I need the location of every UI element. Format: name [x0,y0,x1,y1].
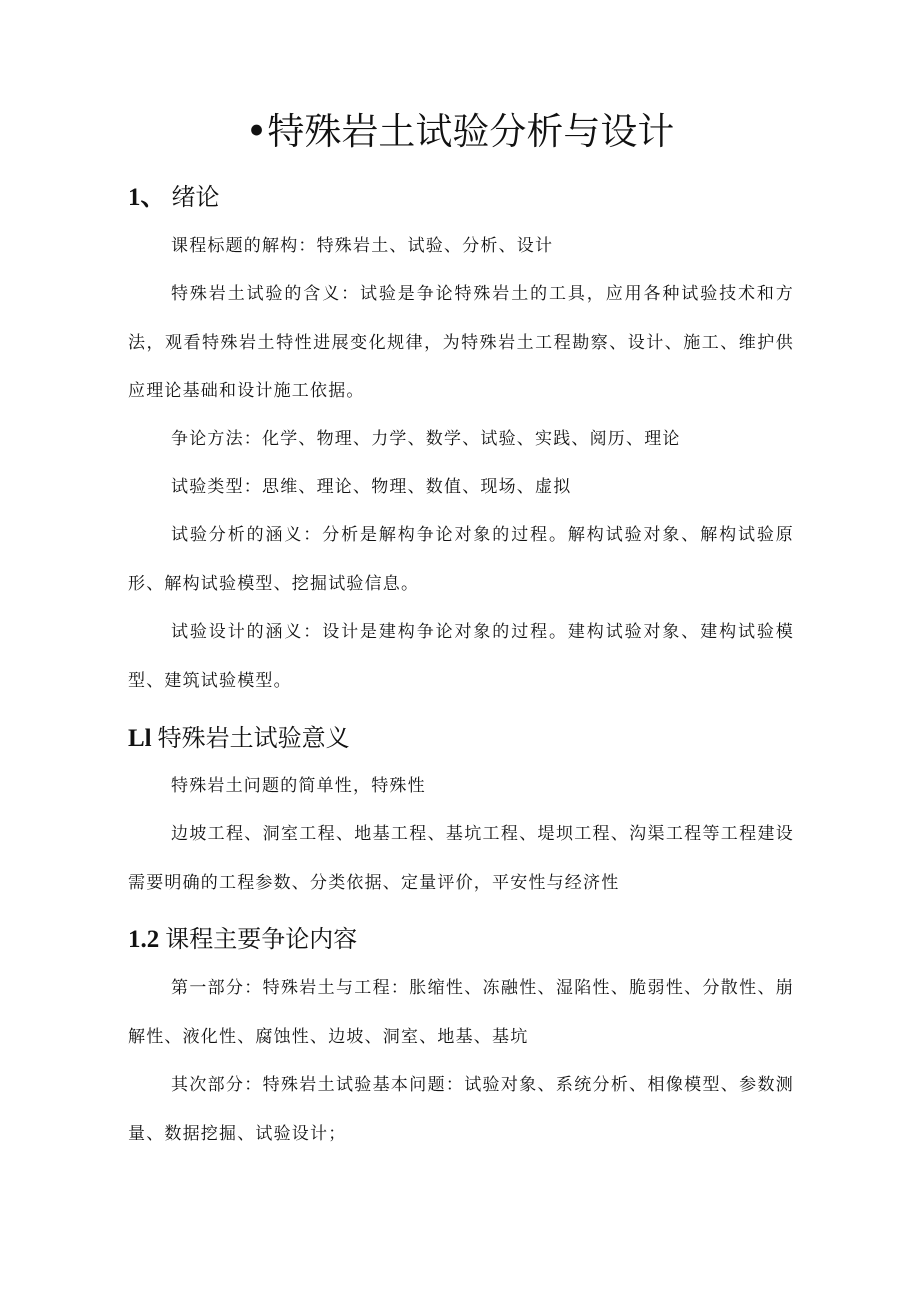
section-title: 课程主要争论内容 [165,925,358,953]
section-heading-introduction [128,180,220,215]
paragraph: 争论方法：化学、物理、力学、数学、试验、实践、阅历、理论 [171,429,681,449]
paragraph: 试验类型：思维、理论、物理、数值、现场、虚拟 [171,477,572,497]
section-heading-course-content [128,922,357,957]
section-number: Ll [128,725,152,752]
paragraph: 课程标题的解构：特殊岩土、试验、分析、设计 [171,236,554,256]
section-title: 绪论 [171,183,220,211]
section-title: 特殊岩土试验意义 [157,724,350,752]
paragraph: 试验设计的涵义：设计是建构争论对象的过程。建构试验对象、建构试验模型、建筑试验模型。 [128,622,794,691]
section-number: 1、 [128,184,166,211]
paragraph: 其次部分：特殊岩土试验基本问题：试验对象、系统分析、相像模型、参数测量、数据挖掘、试验设计； [128,1075,794,1144]
document-title: •特殊岩土试验分析与设计 [245,110,675,153]
paragraph: 第一部分：特殊岩土与工程：胀缩性、冻融性、湿陷性、脆弱性、分散性、崩解性、液化性、腐蚀性、边坡、洞室、地基、基坑 [128,978,794,1047]
paragraph: 试验分析的涵义：分析是解构争论对象的过程。解构试验对象、解构试验原形、解构试验模型、挖掘试验信息。 [128,525,794,594]
paragraph: 特殊岩土问题的简单性，特殊性 [171,776,426,796]
paragraph: 边坡工程、洞室工程、地基工程、基坑工程、堤坝工程、沟渠工程等工程建设需要明确的工程参数、分类依据、定量评价，平安性与经济性 [128,824,794,893]
paragraph: 特殊岩土试验的含义：试验是争论特殊岩土的工具，应用各种试验技术和方法，观看特殊岩土特性进展变化规律，为特殊岩土工程勘察、设计、施工、维护供应理论基础和设计施工依据。 [128,284,794,401]
section-number: 1.2 [128,926,160,953]
section-heading-significance [128,721,350,756]
